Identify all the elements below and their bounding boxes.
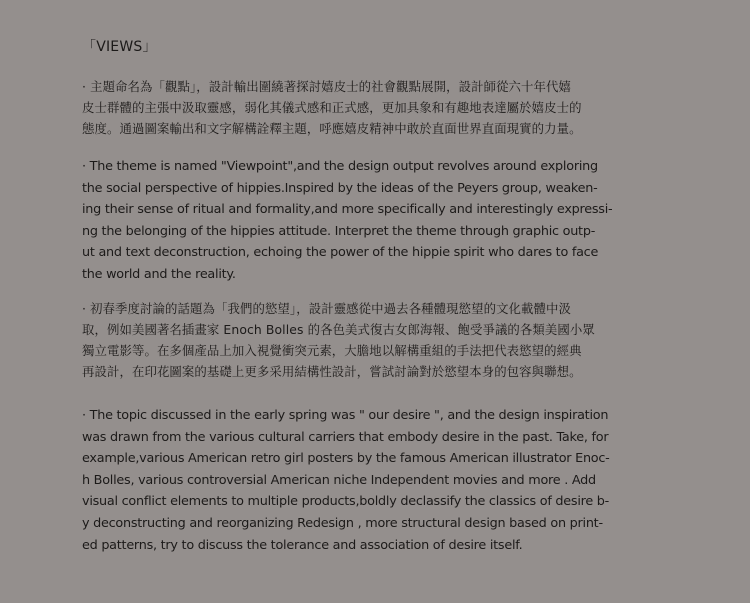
section-heading: 「VIEWS」 bbox=[82, 39, 157, 55]
text-line: ut and text deconstruction, echoing the power of the hippie spirit who dares to face bbox=[82, 245, 599, 261]
paragraph-zh-desire bbox=[82, 298, 682, 382]
text-line: 態度。通過圖案輸出和文字解構詮釋主題，呼應嬉皮精神中敢於直面世界直面現實的力量。 bbox=[82, 121, 582, 136]
text-line: · The topic discussed in the early spring was " our desire ", and the design inspiration bbox=[82, 408, 609, 423]
text-line: 獨立電影等。在多個產品上加入視覺衝突元素，大膽地以解構重組的手法把代表慾望的經典 bbox=[82, 343, 582, 358]
text-line: the world and the reality. bbox=[82, 266, 236, 282]
text-line: was drawn from the various cultural carriers that embody desire in the past. Take, for bbox=[82, 429, 609, 445]
text-line: · 初春季度討論的話題為「我們的慾望」，設計靈感從中過去各種體現慾望的文化載體中汲 bbox=[82, 301, 572, 316]
text-line: the social perspective of hippies.Inspired by the ideas of the Peyers group, weaken- bbox=[82, 180, 598, 196]
text-line: ing their sense of ritual and formality,and more specifically and interestingly expressi- bbox=[82, 202, 613, 218]
text-line: 皮士群體的主張中汲取靈感，弱化其儀式感和正式感，更加具象和有趣地表達屬於嬉皮士的 bbox=[82, 100, 582, 115]
paragraph-en-theme bbox=[82, 156, 682, 286]
text-line: ed patterns, try to discuss the tolerance and association of desire itself. bbox=[82, 537, 523, 553]
paragraph-zh-theme bbox=[82, 76, 682, 139]
text-line: y deconstructing and reorganizing Redesign , more structural design based on print- bbox=[82, 515, 603, 531]
text-line: 取，例如美國著名插畫家 Enoch Bolles 的各色美式復古女郎海報、飽受爭議的各類美國小眾 bbox=[82, 322, 595, 337]
text-line: visual conflict elements to multiple products,boldly declassify the classics of desire b- bbox=[82, 494, 610, 510]
text-line: · The theme is named "Viewpoint",and the design output revolves around exploring bbox=[82, 159, 598, 174]
text-line: · 主題命名為「觀點」，設計輸出圍繞著探討嬉皮士的社會觀點展開，設計師從六十年代嬉 bbox=[82, 79, 572, 94]
text-line: h Bolles, various controversial American niche Independent movies and more . Add bbox=[82, 472, 596, 488]
text-line: 再設計，在印花圖案的基礎上更多采用結構性設計，嘗試討論對於慾望本身的包容與聯想。 bbox=[82, 364, 582, 379]
paragraph-en-desire bbox=[82, 405, 682, 556]
text-line: ng the belonging of the hippies attitude. Interpret the theme through graphic outp- bbox=[82, 223, 596, 239]
text-line: example,various American retro girl posters by the famous American illustrator Enoc- bbox=[82, 451, 610, 467]
